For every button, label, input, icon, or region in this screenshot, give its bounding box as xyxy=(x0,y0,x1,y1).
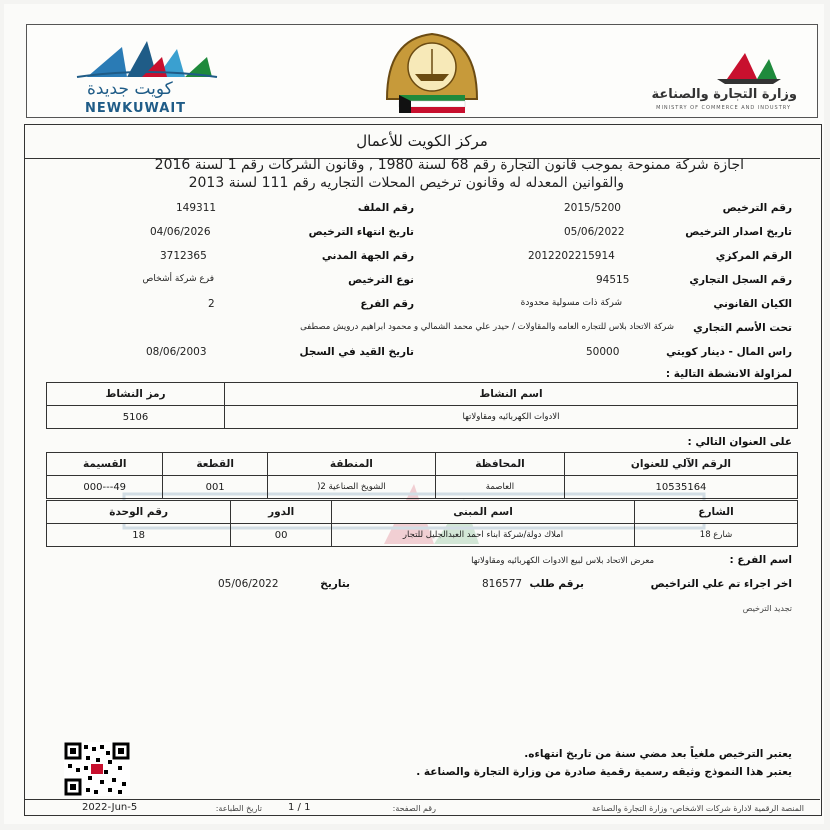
license-no-label: رقم الترخيص xyxy=(722,202,792,214)
capital-value: 50000 xyxy=(586,346,620,358)
floor-cell: 00 xyxy=(231,524,332,547)
building-header: اسم المبنى xyxy=(332,501,635,524)
activities-table xyxy=(46,382,798,429)
expiry-value: 04/06/2026 xyxy=(150,226,211,238)
newkuwait-arabic: كويت جديدة xyxy=(87,79,173,99)
address-heading: على العنوان التالي : xyxy=(687,436,792,448)
area-header: المنطقة xyxy=(267,453,435,476)
civil-no-value: 3712365 xyxy=(160,250,207,262)
license-type-value: فرع شركة أشخاص xyxy=(142,274,214,284)
last-action-label: اخر اجراء تم علي التراخيص xyxy=(650,578,792,590)
qr-code-icon xyxy=(64,742,130,796)
ministry-arabic: وزارة التجارة والصناعة xyxy=(651,87,797,102)
address-table xyxy=(46,452,798,499)
address-table-2 xyxy=(46,500,798,547)
license-document xyxy=(4,4,824,824)
plot-header: القسيمة xyxy=(47,453,163,476)
central-no-value: 2012202215914 xyxy=(528,250,615,262)
ministry-logo xyxy=(647,49,797,119)
intro-line-2: والقوانين المعدله له وقانون ترخيص المحلات التجاريه رقم 111 لسنة 2013 xyxy=(188,175,624,191)
ministry-english: MINISTRY OF COMMERCE AND INDUSTRY xyxy=(656,105,791,111)
governorate-header: المحافظة xyxy=(436,453,565,476)
governorate-cell: العاصمة xyxy=(436,476,565,499)
activity-name-cell: الادوات الكهربائيه ومقاولاتها xyxy=(225,406,798,429)
floor-header: الدور xyxy=(231,501,332,524)
issue-date-value: 05/06/2022 xyxy=(564,226,625,238)
branch-name-value: معرض الاتحاد بلاس لبيع الادوات الكهربائيه ومقاولاتها xyxy=(471,556,654,566)
activity-code-cell: 5106 xyxy=(47,406,225,429)
area-cell: الشويخ الصناعية 2( xyxy=(267,476,435,499)
table-row xyxy=(47,476,798,499)
footer-page-label: رقم الصفحة: xyxy=(392,804,436,813)
unit-header: رقم الوحدة xyxy=(47,501,231,524)
building-cell: املاك دولة/شركة ابناء احمد العبدالجليل للتجار xyxy=(332,524,635,547)
footer-divider xyxy=(24,799,820,800)
newkuwait-logo xyxy=(67,37,227,117)
license-type-label: نوع الترخيص xyxy=(348,274,414,286)
block-cell: 001 xyxy=(163,476,267,499)
activity-code-header: رمز النشاط xyxy=(47,383,225,406)
trade-name-label: تحت الأسم التجاري xyxy=(693,322,792,334)
action-date-value: 05/06/2022 xyxy=(218,578,279,590)
cr-value: 94515 xyxy=(596,274,630,286)
footer-platform: المنصة الرقمية لادارة شركات الاشخاص- وزارة التجارة والصناعة xyxy=(591,804,804,813)
street-header: الشارع xyxy=(635,501,798,524)
request-no-label: برقم طلب xyxy=(529,578,584,590)
civil-no-label: رقم الجهة المدني xyxy=(321,250,414,262)
auto-no-cell: 10535164 xyxy=(564,476,797,499)
footer-page-value: 1 / 1 xyxy=(288,802,311,813)
intro-line-1: اجازة شركة ممنوحة بموجب قانون التجارة رقم 68 لسنة 1980 , وقانون الشركات رقم 1 لسنة 2016 xyxy=(154,157,744,173)
expiry-label: تاريخ انتهاء الترخيص xyxy=(308,226,414,238)
ministry-ship-icon xyxy=(697,49,787,85)
branch-no-label: رقم الفرع xyxy=(360,298,414,310)
file-no-label: رقم الملف xyxy=(357,202,414,214)
file-no-value: 149311 xyxy=(176,202,217,214)
plot-cell: 49---000 xyxy=(47,476,163,499)
reg-date-label: تاريخ القيد في السجل xyxy=(299,346,414,358)
legal-entity-value: شركة ذات مسولية محدودة xyxy=(520,298,622,308)
unit-cell: 18 xyxy=(47,524,231,547)
footer-print-label: تاريخ الطباعة: xyxy=(215,804,262,813)
note-2: يعتبر هذا النموذج وثيقه رسمية رقمية صادرة من وزارة التجارة والصناعة . xyxy=(416,766,792,778)
newkuwait-english: NEWKUWAIT xyxy=(85,101,187,116)
trade-name-value: شركة الاتحاد بلاس للتجاره العامه والمقاولات / حيدر علي محمد الشمالي و محمود ابراهيم درويش مصطفى xyxy=(300,322,674,332)
branch-no-value: 2 xyxy=(208,298,215,310)
action-date-label: بتاريخ xyxy=(320,578,350,590)
block-header: القطعة xyxy=(163,453,267,476)
footer-print-date: 2022-Jun-5 xyxy=(82,802,138,813)
activities-heading: لمزاولة الانشطة التالية : xyxy=(665,368,792,380)
issue-date-label: تاريخ اصدار الترخيص xyxy=(685,226,792,238)
license-no-value: 2015/5200 xyxy=(564,202,621,214)
table-row xyxy=(47,406,798,429)
central-no-label: الرقم المركزي xyxy=(715,250,792,262)
reg-date-value: 08/06/2003 xyxy=(146,346,207,358)
request-no-value: 816577 xyxy=(482,578,523,590)
cr-label: رقم السجل التجاري xyxy=(689,274,792,286)
kuwait-emblem-icon xyxy=(377,29,487,119)
document-header xyxy=(26,24,818,118)
street-cell: شارع 18 xyxy=(635,524,798,547)
renewal-note: تجديد الترخيص xyxy=(742,604,792,613)
table-row xyxy=(47,524,798,547)
auto-no-header: الرقم الآلي للعنوان xyxy=(564,453,797,476)
newkuwait-sails-icon xyxy=(67,37,227,81)
legal-entity-label: الكيان القانوني xyxy=(713,298,792,310)
capital-label: راس المال - دينار كويتي xyxy=(666,346,792,358)
activity-name-header: اسم النشاط xyxy=(225,383,798,406)
branch-name-label: اسم الفرع : xyxy=(729,554,792,566)
note-1: يعتبر الترخيص ملغياً بعد مضي سنة من تاريخ انتهاءه. xyxy=(524,748,792,760)
center-title: مركز الكويت للأعمال xyxy=(24,124,820,159)
